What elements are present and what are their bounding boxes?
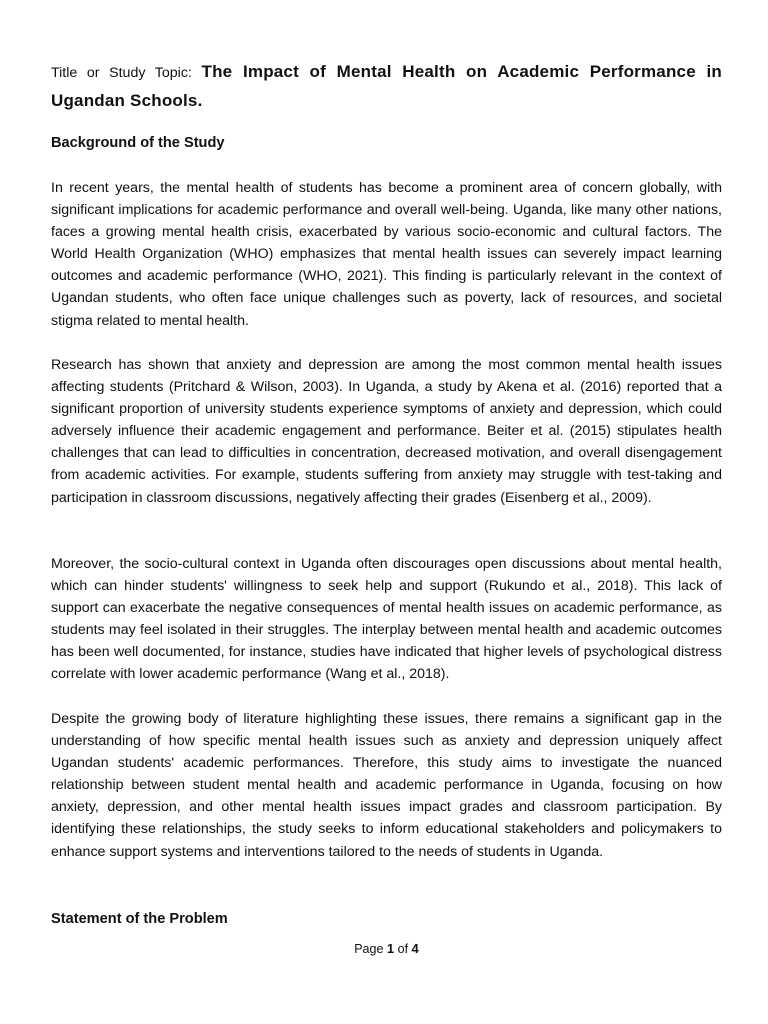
title-prefix: Title or Study Topic: xyxy=(51,65,192,81)
total-pages: 4 xyxy=(411,941,419,956)
of-label: of xyxy=(397,942,409,956)
paragraph-3: Moreover, the socio-cultural context in Uganda often discourages open discussions about mental health, which can hinder students' willingness to seek help and support (Rukundo et al., 2018). This lack of support can exacerbate the negative consequences of mental health issues on academic performance, as students may feel isolated in their struggles. The interplay between mental health and academic outcomes has been well documented, for instance, studies have indicated that higher levels of psychological distress correlate with lower academic performance (Wang et al., 2018). xyxy=(51,556,722,683)
page-footer xyxy=(51,941,722,956)
page-label: Page xyxy=(354,942,384,956)
current-page: 1 xyxy=(386,941,395,956)
document-title: The Impact of Mental Health on Academic Performance in Ugandan Schools. xyxy=(51,62,722,110)
problem-heading: Statement of the Problem xyxy=(51,911,228,927)
paragraph-1: In recent years, the mental health of students has become a prominent area of concern globally, with significant implications for academic performance and overall well-being. Uganda, like many other nations, faces a growing mental health crisis, exacerbated by various socio-economic and cultural factors. The World Health Organization (WHO) emphasizes that mental health issues can severely impact learning outcomes and academic performance (WHO, 2021). This finding is particularly relevant in the context of Ugandan students, who often face unique challenges such as poverty, lack of resources, and societal stigma related to mental health. xyxy=(51,180,722,329)
background-heading: Background of the Study xyxy=(51,135,225,151)
paragraph-4: Despite the growing body of literature highlighting these issues, there remains a significant gap in the understanding of how specific mental health issues such as anxiety and depression uniquely affect Ugandan students' academic performances. Therefore, this study aims to investigate the nuanced relationship between student mental health and academic performance in Uganda, focusing on how anxiety, depression, and other mental health issues impact grades and classroom participation. By identifying these relationships, the study seeks to inform educational stakeholders and policymakers to enhance support systems and interventions tailored to the needs of students in Uganda. xyxy=(51,711,722,860)
document-page xyxy=(51,0,722,1024)
paragraph-2: Research has shown that anxiety and depression are among the most common mental health issues affecting students (Pritchard & Wilson, 2003). In Uganda, a study by Akena et al. (2016) reported that a significant proportion of university students experience symptoms of anxiety and depression, which could adversely influence their academic engagement and performance. Beiter et al. (2015) stipulates health challenges that can lead to difficulties in concentration, decreased motivation, and overall disengagement from academic activities. For example, students suffering from anxiety may struggle with test-taking and participation in classroom discussions, negatively affecting their grades (Eisenberg et al., 2009). xyxy=(51,357,722,506)
title-line xyxy=(51,58,722,116)
